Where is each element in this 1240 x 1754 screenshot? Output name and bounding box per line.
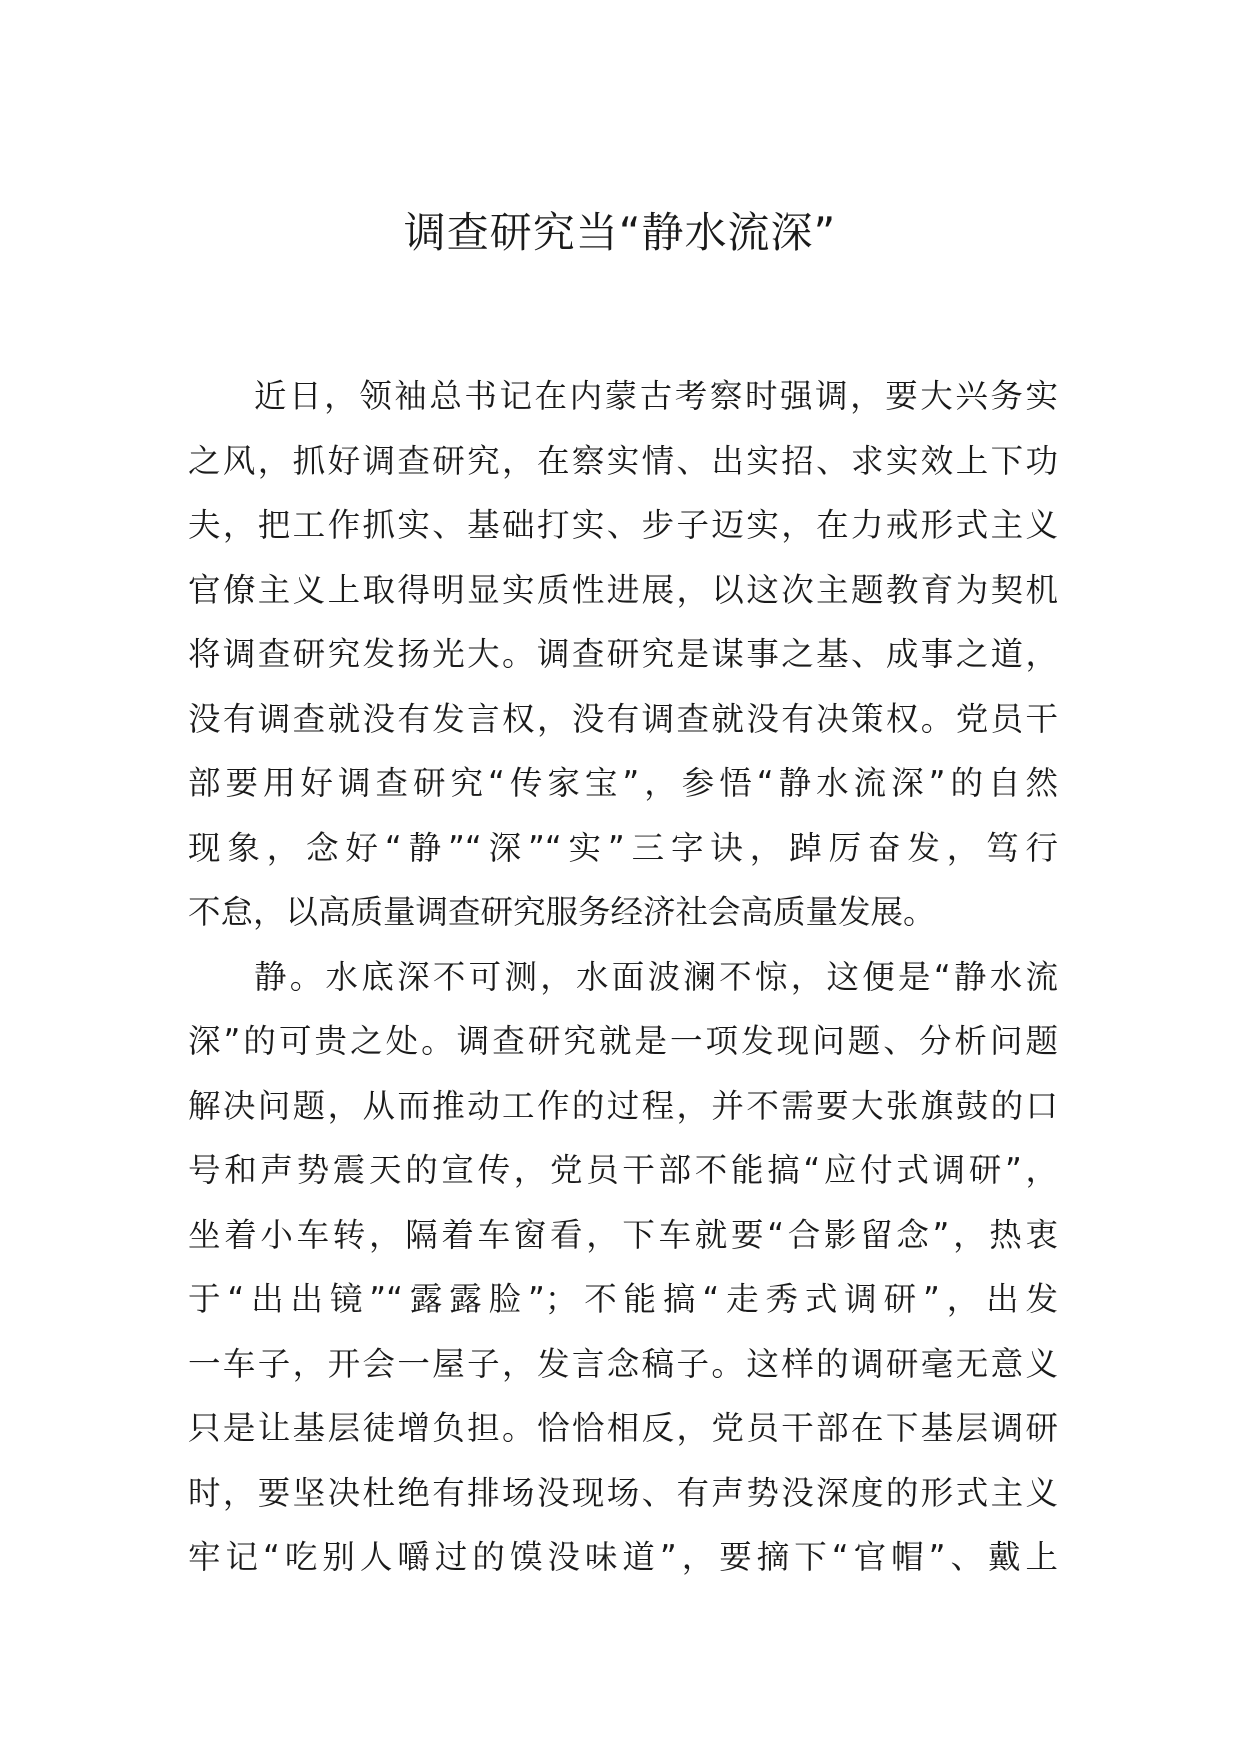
paragraph-1-line-7: 部要用好调查研究“传家宝”，参悟“静水流深”的自然 [188, 764, 1058, 802]
paragraph-1-line-1: 近日，领袖总书记在内蒙古考察时强调，要大兴务实 [254, 377, 1058, 415]
document-body [188, 364, 1058, 1590]
paragraph-1-line-8: 现象，念好“静”“深”“实”三字诀，踔厉奋发，笃行 [188, 828, 1058, 867]
paragraph-1-line-2: 之风，抓好调查研究，在察实情、出实招、求实效上下功 [188, 441, 1058, 480]
document-title: 调查研究当“静水流深” [403, 208, 837, 257]
paragraph-1-line-4: 官僚主义上取得明显实质性进展，以这次主题教育为契机 [188, 570, 1058, 609]
paragraph-1-line-9: 不怠，以高质量调查研究服务经济社会高质量发展。 [188, 893, 936, 931]
paragraph-2-line-4: 号和声势震天的宣传，党员干部不能搞“应付式调研”， [188, 1151, 1058, 1189]
paragraph-2-line-10: 牢记“吃别人嚼过的馍没味道”，要摘下“官帽”、戴上 [188, 1538, 1058, 1576]
paragraph-2-line-5: 坐着小车转，隔着车窗看，下车就要“合影留念”，热衷 [188, 1215, 1058, 1254]
paragraph-1-line-6: 没有调查就没有发言权，没有调查就没有决策权。党员干 [188, 699, 1058, 738]
paragraph-2-line-7: 一车子，开会一屋子，发言念稿子。这样的调研毫无意义 [188, 1344, 1058, 1383]
paragraph-1-line-5: 将调查研究发扬光大。调查研究是谋事之基、成事之道， [188, 635, 1058, 673]
paragraph-2-line-6: 于“出出镜”“露露脸”；不能搞“走秀式调研”，出发 [188, 1280, 1058, 1318]
paragraph-2-line-2: 深”的可贵之处。调查研究就是一项发现问题、分析问题 [188, 1022, 1058, 1060]
paragraph-2-line-1: 静。水底深不可测，水面波澜不惊，这便是“静水流 [254, 957, 1058, 996]
paragraph-2-line-8: 只是让基层徒增负担。恰恰相反，党员干部在下基层调研 [188, 1409, 1058, 1447]
paragraph-2-line-3: 解决问题，从而推动工作的过程，并不需要大张旗鼓的口 [188, 1086, 1058, 1125]
paragraph-2-line-9: 时，要坚决杜绝有排场没现场、有声势没深度的形式主义 [188, 1473, 1058, 1512]
paragraph-1-line-3: 夫，把工作抓实、基础打实、步子迈实，在力戒形式主义 [188, 506, 1058, 544]
